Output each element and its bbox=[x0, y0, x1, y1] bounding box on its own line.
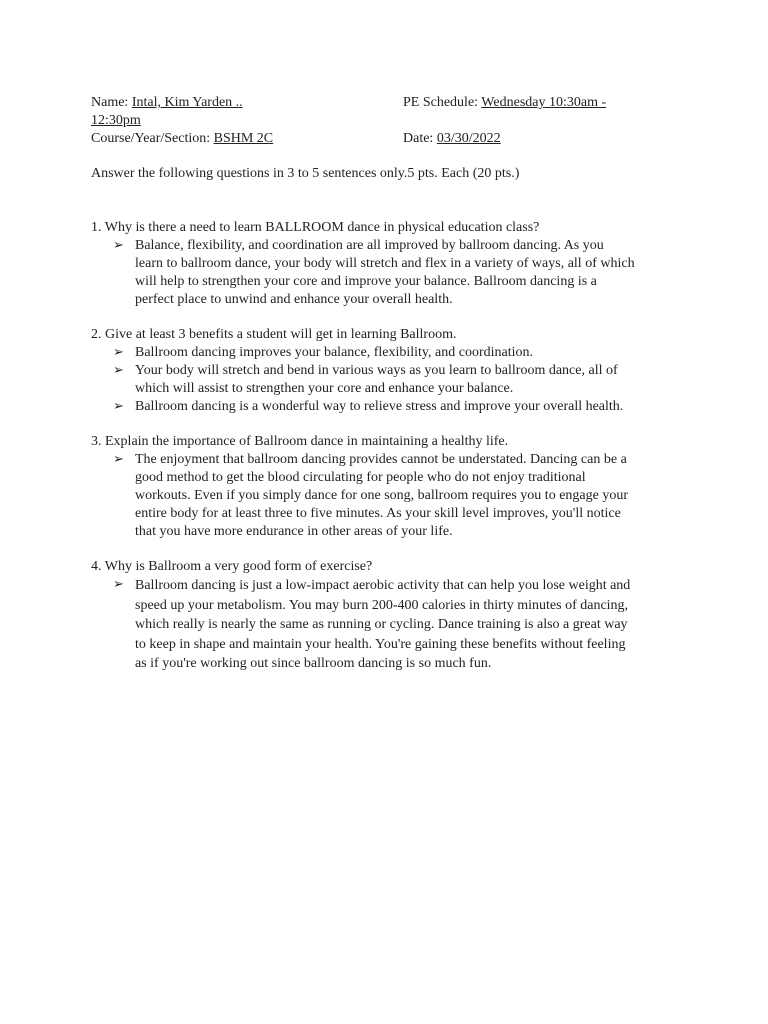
answer-line: workouts. Even if you simply dance for one song, ballroom requires you to engage your bbox=[135, 488, 629, 503]
schedule-value-continued: 12:30pm bbox=[91, 113, 141, 128]
answer-2-1 bbox=[135, 344, 533, 362]
answer-4-1 bbox=[135, 576, 630, 674]
bullet-arrow-icon: ➢ bbox=[113, 399, 124, 414]
name-value: Intal, Kim Yarden .. bbox=[131, 95, 243, 110]
name-label: Name: bbox=[91, 95, 132, 110]
schedule-value: Wednesday 10:30am - bbox=[481, 95, 607, 110]
answer-line: Ballroom dancing is a wonderful way to relieve stress and improve your overall health. bbox=[135, 399, 624, 414]
answer-line: Ballroom dancing is just a low-impact aerobic activity that can help you lose weight and bbox=[135, 578, 631, 593]
bullet-arrow-icon: ➢ bbox=[113, 238, 124, 253]
answer-line: speed up your metabolism. You may burn 200-400 calories in thirty minutes of dancing, bbox=[135, 597, 629, 613]
schedule-label: PE Schedule: bbox=[403, 95, 482, 110]
answer-line: will help to strengthen your core and improve your balance. Ballroom dancing is a bbox=[135, 274, 597, 289]
answer-line: as if you're working out since ballroom dancing is so much fun. bbox=[135, 656, 492, 672]
answer-line: Balance, flexibility, and coordination are all improved by ballroom dancing. As you bbox=[135, 238, 604, 253]
answer-line: which will assist to strengthen your core and enhance your balance. bbox=[135, 381, 514, 396]
answer-line: Your body will stretch and bend in various ways as you learn to ballroom dance, all of bbox=[135, 363, 618, 378]
question-4: 4. Why is Ballroom a very good form of exercise? bbox=[91, 559, 373, 574]
answer-line: Ballroom dancing improves your balance, flexibility, and coordination. bbox=[135, 345, 533, 360]
date-value: 03/30/2022 bbox=[436, 131, 501, 146]
answer-line: to keep in shape and maintain your health. You're gaining these benefits without feeling bbox=[135, 636, 626, 652]
question-3: 3. Explain the importance of Ballroom dance in maintaining a healthy life. bbox=[91, 434, 509, 449]
schedule-field bbox=[403, 95, 606, 111]
bullet-arrow-icon: ➢ bbox=[113, 452, 124, 467]
answer-line: which really is nearly the same as running or cycling. Dance training is also a great way bbox=[135, 617, 628, 633]
question-1: 1. Why is there a need to learn BALLROOM dance in physical education class? bbox=[91, 220, 540, 235]
answer-3-1 bbox=[135, 451, 628, 541]
answer-line: The enjoyment that ballroom dancing provides cannot be understated. Dancing can be a bbox=[135, 452, 627, 467]
question-2: 2. Give at least 3 benefits a student will get in learning Ballroom. bbox=[91, 327, 457, 342]
answer-line: good method to get the blood circulating for people who do not enjoy traditional bbox=[135, 470, 586, 485]
course-value: BSHM 2C bbox=[213, 131, 274, 146]
bullet-arrow-icon: ➢ bbox=[113, 577, 124, 592]
answer-1-1 bbox=[135, 237, 635, 309]
answer-line: entire body for at least three to five minutes. As your skill level improves, you'll notice bbox=[135, 506, 621, 521]
answer-line: learn to ballroom dance, your body will stretch and flex in a variety of ways, all of which bbox=[135, 256, 635, 271]
answer-2-3 bbox=[135, 398, 623, 416]
date-field bbox=[403, 131, 501, 147]
instructions: Answer the following questions in 3 to 5 sentences only.5 pts. Each (20 pts.) bbox=[91, 166, 520, 181]
bullet-arrow-icon: ➢ bbox=[113, 345, 124, 360]
answer-line: that you have more endurance in other areas of your life. bbox=[135, 524, 453, 539]
course-label: Course/Year/Section: bbox=[91, 131, 214, 146]
date-label: Date: bbox=[403, 131, 437, 146]
bullet-arrow-icon: ➢ bbox=[113, 363, 124, 378]
name-field bbox=[91, 95, 243, 111]
answer-2-2 bbox=[135, 362, 618, 398]
course-field bbox=[91, 131, 273, 147]
answer-line: perfect place to unwind and enhance your overall health. bbox=[135, 292, 453, 307]
